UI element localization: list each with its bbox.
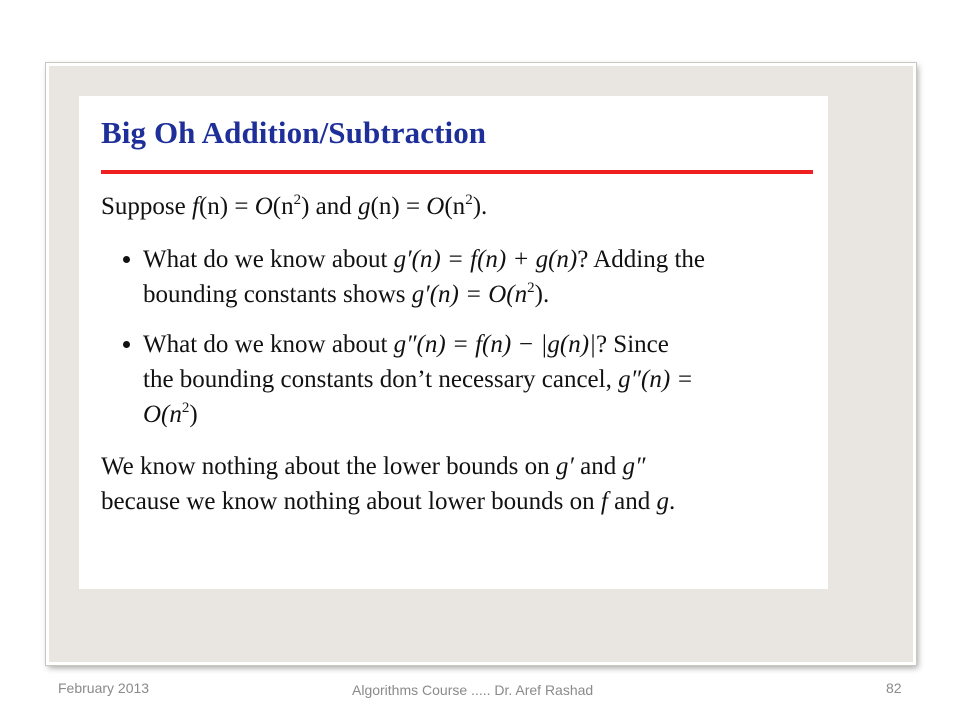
footer-date: February 2013 <box>58 680 150 696</box>
slide-content <box>79 96 828 589</box>
footer-course: Algorithms Course ..... Dr. Aref Rashad <box>352 682 594 698</box>
intro-line: Suppose $f(n) = O(n^2)$ and $g(n) = O(n^2)$. <box>101 192 488 220</box>
closing-line-1: We know nothing about the lower bounds on g′ and g″ <box>101 453 646 480</box>
bullet-2-line-2: the bounding constants don’t necessary cancel, g″(n) = <box>143 366 694 393</box>
bullet-point-2 <box>123 341 130 348</box>
slide-heading: Big Oh Addition/Subtraction <box>101 115 487 150</box>
bullet-2-line-3: $O(n^2)$ <box>143 400 198 428</box>
bullet-text-2 <box>143 327 813 432</box>
bullet-1-line-2: bounding constants shows $g'(n) = O(n^2)$. <box>143 280 550 308</box>
bullet-2-line-1: What do we know about g″(n) = f(n) − |g(n)|? Since <box>143 331 669 358</box>
footer-page-number: 82 <box>886 680 902 696</box>
bullet-point-1 <box>123 256 130 263</box>
bullet-text-1 <box>143 242 813 312</box>
heading-underline <box>101 170 813 174</box>
closing-line-2: because we know nothing about lower bounds on f and g. <box>101 488 676 515</box>
bullet-1-line-1: What do we know about g′(n) = f(n) + g(n)? Adding the <box>143 246 706 273</box>
